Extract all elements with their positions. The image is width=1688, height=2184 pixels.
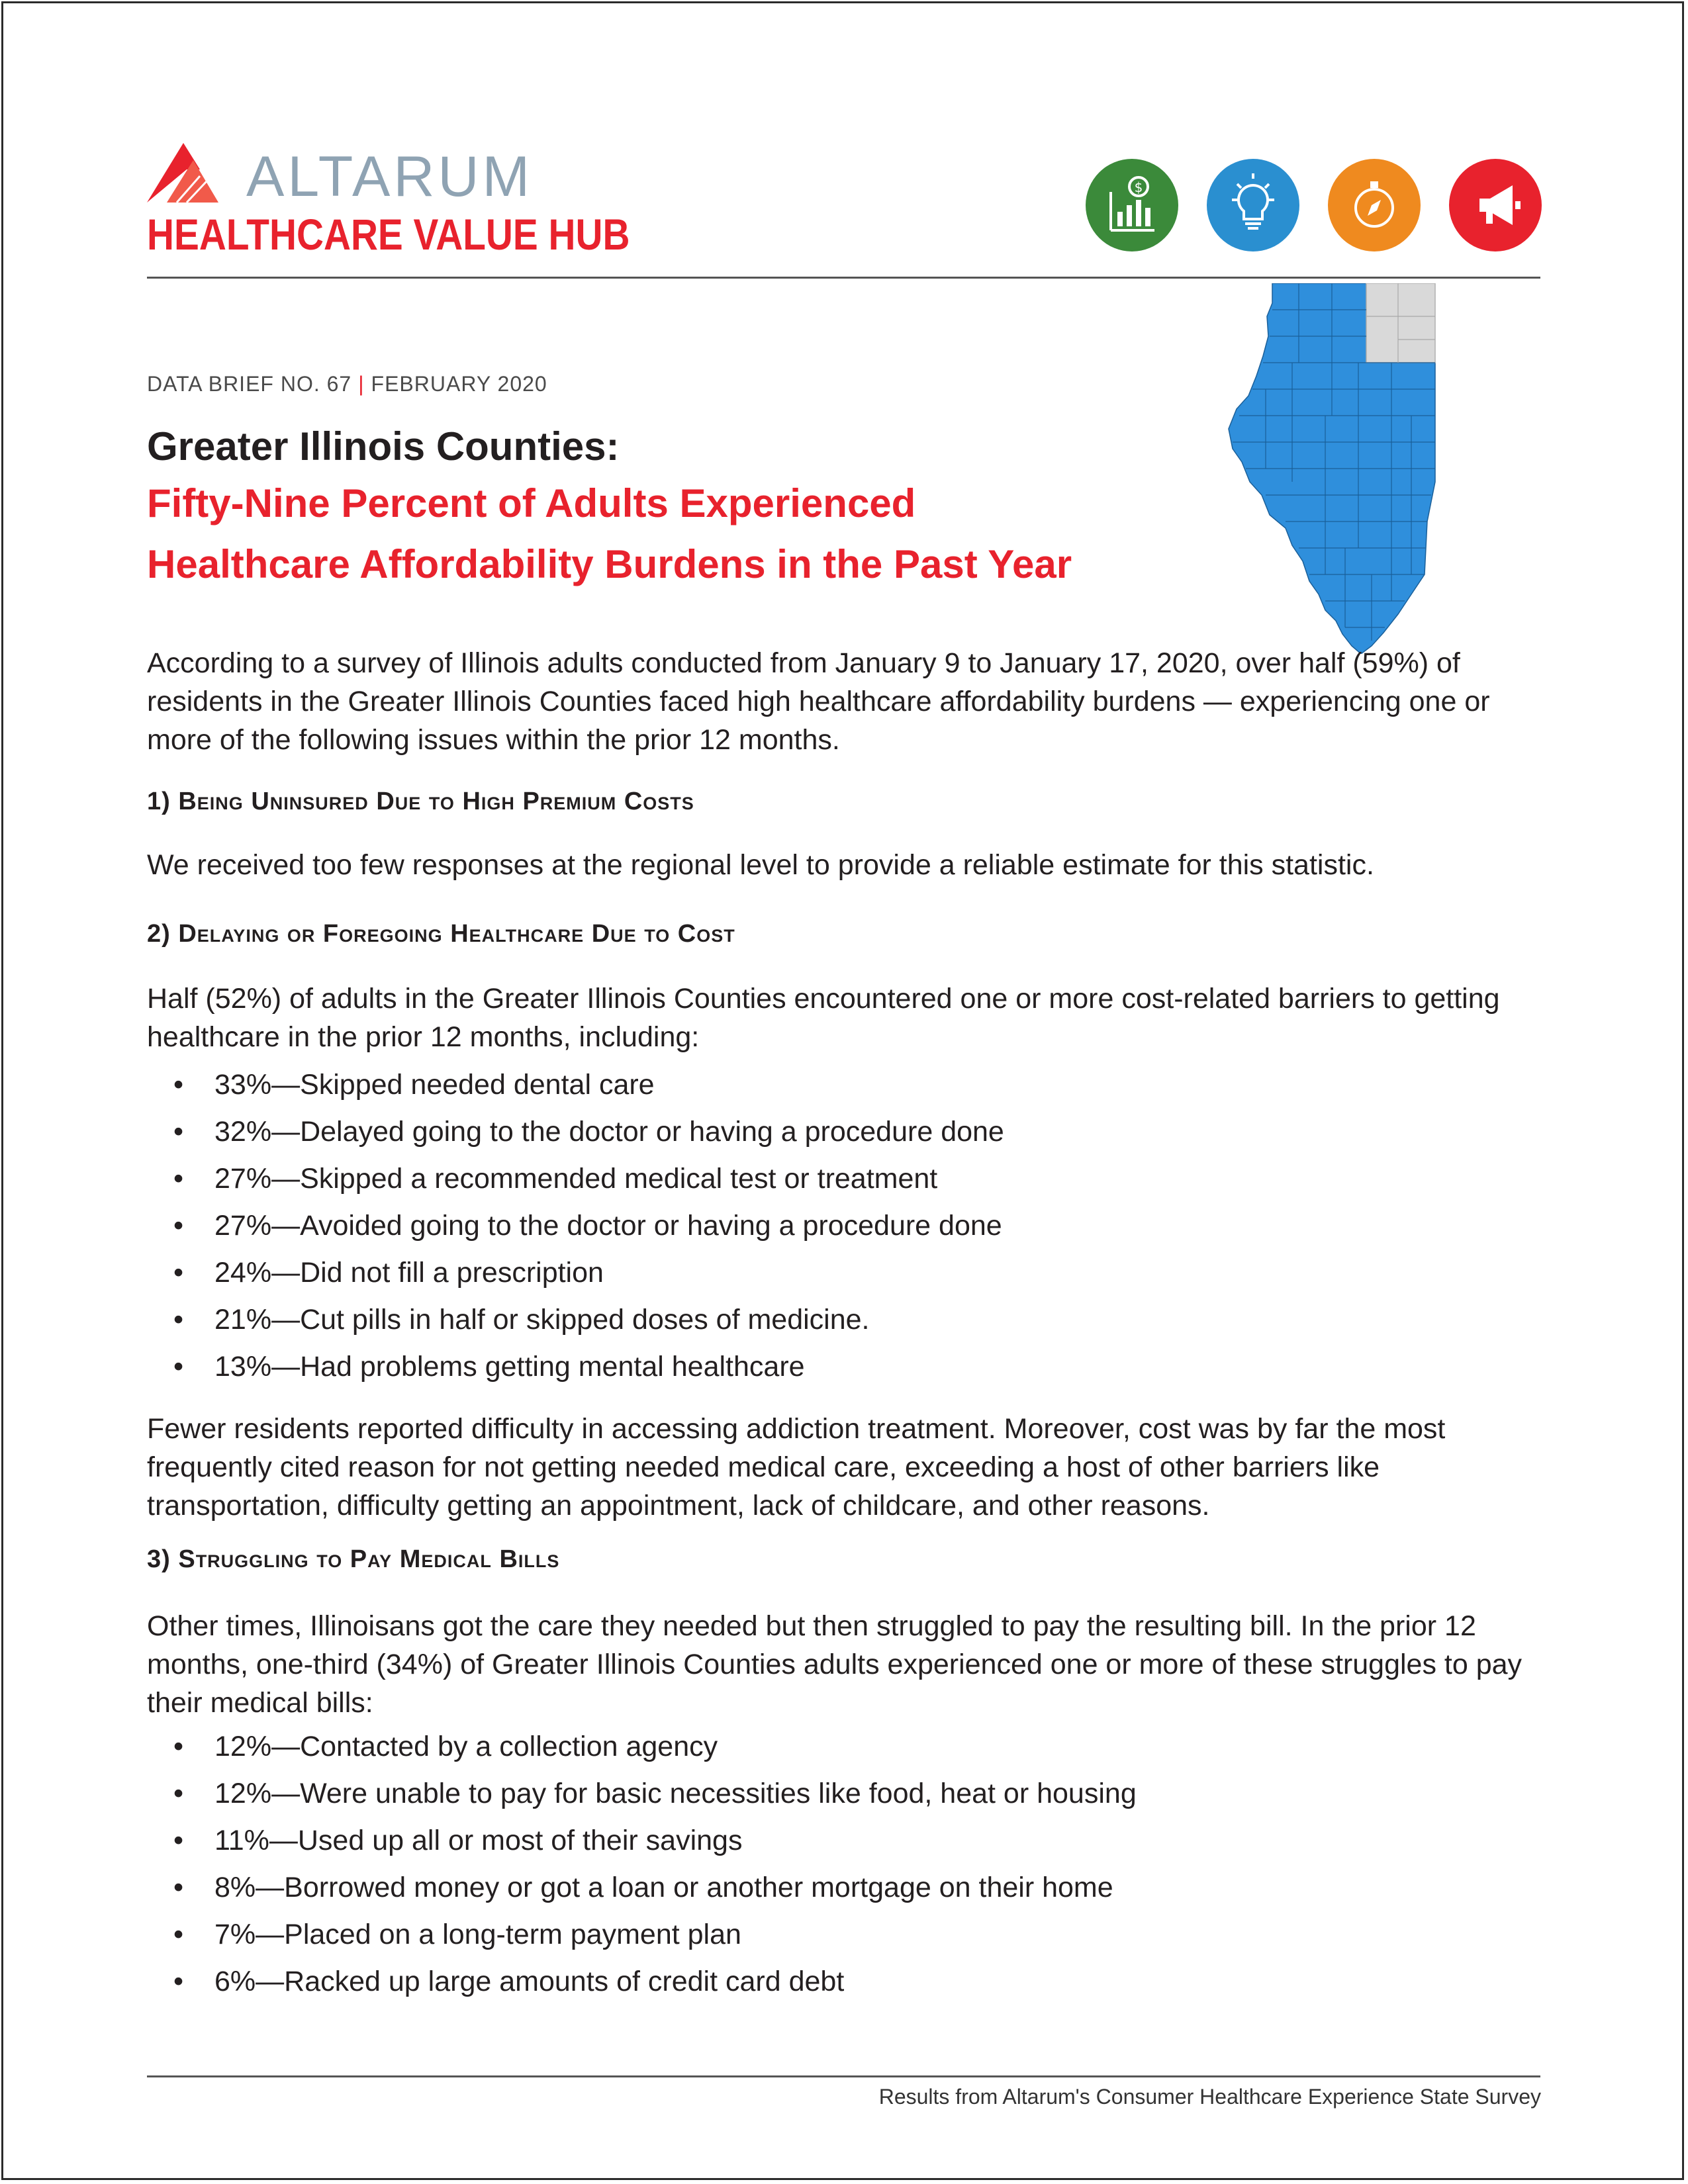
list-item: • 13%—Had problems getting mental healthcare (173, 1351, 805, 1383)
data-chart-icon (1086, 159, 1178, 251)
list-item: • 27%—Avoided going to the doctor or having a procedure done (173, 1210, 1002, 1242)
footer-divider (147, 2075, 1540, 2077)
list-item: • 27%—Skipped a recommended medical test or treatment (173, 1163, 938, 1195)
section-2-heading: 2) Delaying or Foregoing Healthcare Due to Cost (147, 920, 735, 948)
list-item: • 11%—Used up all or most of their savings (173, 1825, 743, 1856)
list-item: • 6%—Racked up large amounts of credit card debt (173, 1966, 845, 1997)
brief-date: FEBRUARY 2020 (371, 372, 547, 396)
section-1-heading: 1) Being Uninsured Due to High Premium Costs (147, 788, 694, 815)
altarum-logo (147, 143, 630, 259)
section-2-bullet-list (173, 1066, 1004, 1394)
list-item: • 7%—Placed on a long-term payment plan (173, 1919, 741, 1950)
chicago-region-shape (1366, 283, 1435, 363)
list-item: • 12%—Contacted by a collection agency (173, 1731, 718, 1762)
title-line-1: Greater Illinois Counties: (147, 424, 620, 469)
title-line-3: Healthcare Affordability Burdens in the Past Year (147, 542, 1072, 586)
list-item: • 21%—Cut pills in half or skipped doses of medicine. (173, 1304, 870, 1336)
logo-subtitle: HEALTHCARE VALUE HUB (147, 210, 630, 259)
section-3-bullet-list (173, 1727, 1137, 2009)
brief-kicker (147, 372, 547, 396)
section-2-body: Half (52%) of adults in the Greater Illinois Counties encountered one or more cost-related barriers to getting healthcare in the prior 12 months, including: (147, 983, 1500, 1053)
list-item: • 33%—Skipped needed dental care (173, 1069, 655, 1101)
footer-text: Results from Altarum's Consumer Healthcare Experience State Survey (878, 2085, 1541, 2109)
altarum-mountain-icon (147, 143, 233, 203)
lightbulb-icon (1207, 159, 1299, 251)
intro-paragraph: According to a survey of Illinois adults conducted from January 9 to January 17, 2020, over half (59%) of residents in the Greater Illinois Counties faced high healthcare affordability burdens — experiencing one or more of the following issues within the prior 12 months. (147, 647, 1490, 756)
section-3-body: Other times, Illinoisans got the care they needed but then struggled to pay the resulting bill. In the prior 12 months, one-third (34%) of Greater Illinois Counties adults experienced one or more of these struggles to pay their medical bills: (147, 1610, 1523, 1719)
brief-number: DATA BRIEF NO. 67 (147, 372, 352, 396)
title-line-2: Fifty-Nine Percent of Adults Experienced (147, 481, 916, 525)
section-3-heading: 3) Struggling to Pay Medical Bills (147, 1545, 560, 1573)
compass-icon (1328, 159, 1421, 251)
section-2-followup: Fewer residents reported difficulty in accessing addiction treatment. Moreover, cost was by far the most frequently cited reason for not getting needed medical care, exceeding a host of other barriers like transportation, difficulty getting an appointment, lack of childcare, and other reasons. (147, 1413, 1446, 1522)
illinois-region-map (1226, 283, 1444, 654)
list-item: • 24%—Did not fill a prescription (173, 1257, 604, 1289)
section-1-body: We received too few responses at the regional level to provide a reliable estimate for this statistic. (147, 849, 1374, 881)
list-item: • 12%—Were unable to pay for basic necessities like food, heat or housing (173, 1778, 1137, 1809)
megaphone-icon (1449, 159, 1542, 251)
list-item: • 8%—Borrowed money or got a loan or another mortgage on their home (173, 1872, 1113, 1903)
brief-separator: | (358, 372, 365, 396)
svg-text:$: $ (1134, 179, 1143, 195)
logo-wordmark: ALTARUM (246, 145, 534, 208)
header-divider (147, 277, 1540, 279)
list-item: • 32%—Delayed going to the doctor or having a procedure done (173, 1116, 1004, 1148)
